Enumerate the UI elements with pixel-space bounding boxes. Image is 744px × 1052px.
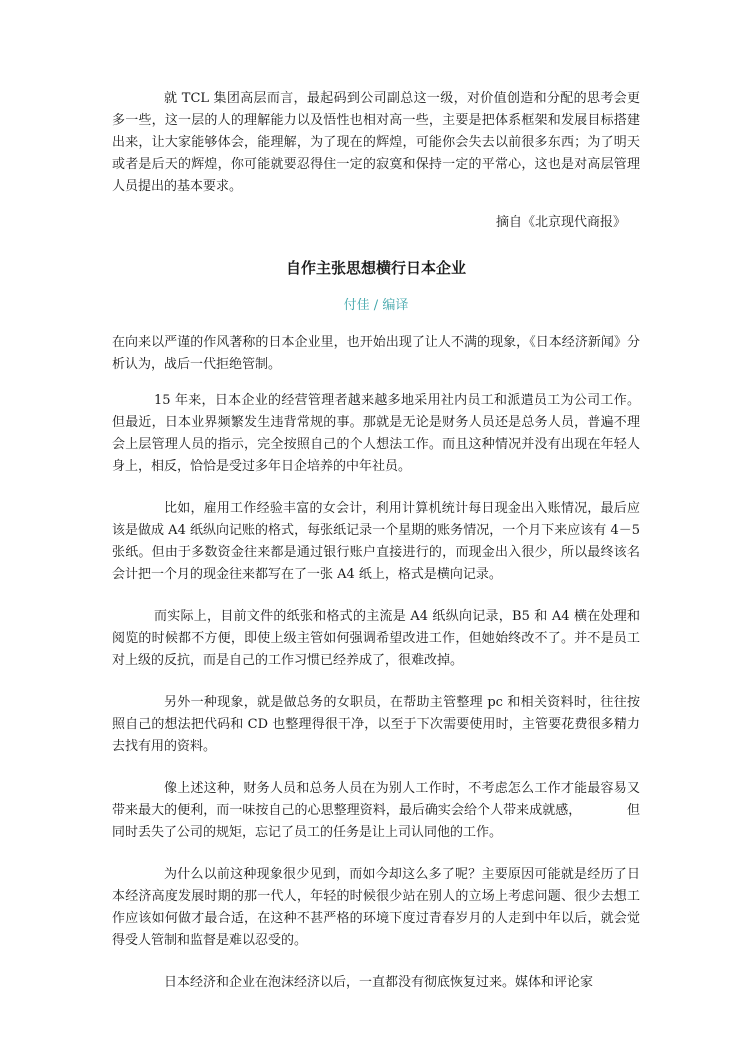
body-paragraph: 像上述这种，财务人员和总务人员在为别人工作时，不考虑怎么工作才能最容易又带来最大的便利，而一味按自己的心思整理资料，最后确实会给个人带来成就感， 但同时丢失了公司的规矩，忘记了员工的任务是让上司认同他的工作。 [112,781,640,840]
body-paragraph: 另外一种现象，就是做总务的女职员，在帮助主管整理 pc 和相关资料时，往往按照自己的想法把代码和 CD 也整理得很干净，以至于下次需要使用时，主管要花费很多精力去找有用的资料。 [112,695,640,754]
body-paragraph: 15 年来，日本企业的经营管理者越来越多地采用社内员工和派遣员工为公司工作。但最近，日本业界频繁发生违背常规的事。那就是无论是财务人员还是总务人员，普遍不理会上层管理人员的指示，完全按照自己的个人想法工作。而且这种情况并没有出现在年轻人身上，相反，恰恰是受过多年日企培养的中年社员。 [112,393,640,474]
body-paragraph: 比如，雇用工作经验丰富的女会计，利用计算机统计每日现金出入账情况，最后应该是做成 A4 纸纵向记账的格式，每张纸记录一个星期的账务情况，一个月下来应该有 4－5 张纸。但由于多数资金往来都是通过银行账户直接进行的，而现金出入很少，所以最终该名会计把一个月的现金往来都写在了一张 A4 纸上，格式是横向记录。 [112,501,640,582]
source-citation: 摘自《北京现代商报》 [495,215,626,230]
body-paragraph: 而实际上，目前文件的纸张和格式的主流是 A4 纸纵向记录，B5 和 A4 横在处理和阅览的时候都不方便，即使上级主管如何强调希望改进工作，但她始终改不了。并不是员工对上级的反抗，而是自己的工作习惯已经养成了，很难改掉。 [112,609,640,668]
article-byline: 付佳 / 编译 [343,298,409,313]
body-paragraph: 在向来以严谨的作风著称的日本企业里，也开始出现了让人不满的现象，《日本经济新闻》分析认为，战后一代拒绝管制。 [112,335,640,372]
body-paragraph: 就 TCL 集团高层而言，最起码到公司副总这一级，对价值创造和分配的思考会更多一些，这一层的人的理解能力以及悟性也相对高一些，主要是把体系框架和发展目标搭建出来，让大家能够体会，能理解，为了现在的辉煌，可能你会失去以前很多东西；为了明天或者是后天的辉煌，你可能就要忍得住一定的寂寞和保持一定的平常心，这也是对高层管理人员提出的基本要求。 [112,91,640,194]
body-paragraph: 为什么以前这种现象很少见到，而如今却这么多了呢？主要原因可能就是经历了日本经济高度发展时期的那一代人，年轻的时候很少站在别人的立场上考虑问题、很少去想工作应该如何做才最合适，在这种不甚严格的环境下度过青春岁月的人走到中年以后，就会觉得受人管制和监督是难以忍受的。 [112,867,640,948]
body-paragraph: 日本经济和企业在泡沫经济以后，一直都没有彻底恢复过来。媒体和评论家 [164,975,594,990]
article-title: 自作主张思想横行日本企业 [285,259,466,277]
document-page [112,88,640,994]
